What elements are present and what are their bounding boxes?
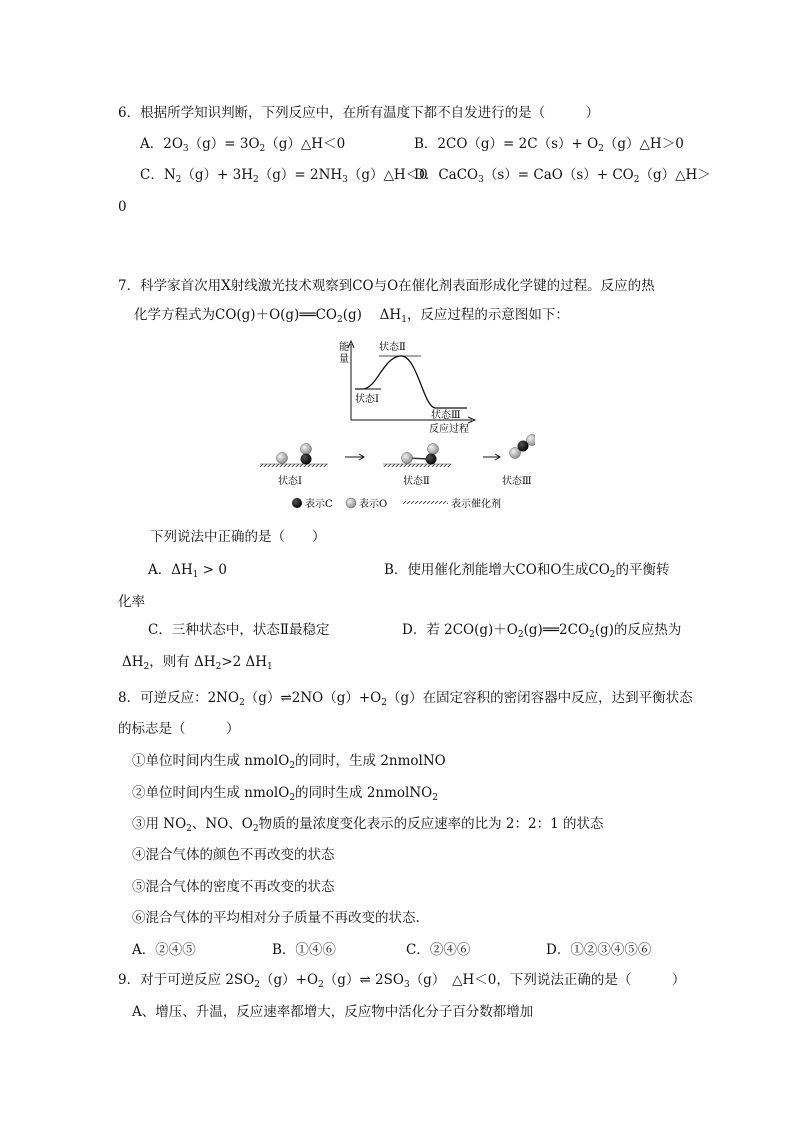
q7-option-c: C．三种状态中，状态Ⅱ最稳定 xyxy=(148,622,330,638)
legend-oxygen-icon xyxy=(346,498,356,508)
label-state-3-plot: 状态Ⅲ xyxy=(431,410,461,421)
q6-option-c: C．$N_2(g)+ 3H_2(g)=$ $2NH_3(g)\triangle H<0$ xyxy=(140,167,428,185)
label-state-2: 状态Ⅱ xyxy=(403,476,430,487)
legend-catalyst-icon xyxy=(402,501,448,504)
q7-stem-line2: 化学方程式为$CO(g)+O(g)══CO_2(g)$ $\Delta H_1$，反应过程的示意图如下： xyxy=(134,307,569,325)
q8-item-4: ④混合气体的颜色不再改变的状态 xyxy=(132,847,335,863)
q8-choice-d: D．①②③④⑤⑥ xyxy=(546,942,652,958)
q6-stem: 6．根据所学知识判断，下列反应中，在所有温度下都不自发进行的是（ ） xyxy=(118,105,600,121)
q7-option-d: D．若 $2CO(g)+O_2(g)══2CO_2(g)$的反应热为 xyxy=(402,622,682,640)
q6-option-b: B．$2CO(g)= 2C(s)+ O_2(g)\triangle H>0$ xyxy=(414,136,684,154)
q8-stem-line2: 的标志是（ ） xyxy=(118,721,240,737)
label-state-1-plot: 状态Ⅰ xyxy=(355,394,379,405)
q7-option-a: A．$\Delta H_1 > 0$ xyxy=(148,562,227,580)
label-state-2-plot: 状态Ⅱ xyxy=(379,342,406,353)
q9-option-a: A、增压、升温，反应速率都增大，反应物中活化分子百分数都增加 xyxy=(132,1004,534,1020)
q7-option-b-wrap: 化率 xyxy=(118,594,145,610)
x-label: 反应过程 xyxy=(429,424,469,435)
q7-prompt: 下列说法中正确的是（ ） xyxy=(150,529,326,545)
q8-item-5: ⑤混合气体的密度不再改变的状态 xyxy=(132,879,335,895)
y-label-1: 能 xyxy=(339,342,349,353)
label-state-3: 状态Ⅲ xyxy=(502,476,532,487)
legend xyxy=(292,497,501,510)
q8-stem-line1: 8．可逆反应：$2NO_2(g)\rightleftharpoons 2NO(g)+O_2(g)$在固定容积的密闭容器中反应，达到平衡状态 xyxy=(118,690,693,708)
y-label-2: 量 xyxy=(339,354,349,365)
legend-catalyst: 表示催化剂 xyxy=(451,499,501,510)
legend-oxygen: 表示O xyxy=(359,499,388,510)
label-state-1: 状态Ⅰ xyxy=(278,476,302,487)
q6-option-a: A．$2O_3(g)=$ $3O_2(g)\triangle H<0$ xyxy=(140,136,346,154)
q8-choice-b: B．①④⑥ xyxy=(272,942,336,958)
legend-carbon-icon xyxy=(292,498,302,508)
q8-item-6: ⑥混合气体的平均相对分子质量不再改变的状态. xyxy=(132,910,420,926)
q7-option-b: B．使用催化剂能增大CO和O生成$CO_2$的平衡转 xyxy=(384,562,670,580)
q9-stem: 9．对于可逆反应 $2SO_2(g)+O_2(g)\rightleftharpoons$ $2SO_3(g)$ △H＜0，下列说法正确的是（ ） xyxy=(118,972,686,990)
state-2-molecules xyxy=(383,444,451,488)
q8-item-3: ③用 $NO_2$、NO、$O_2$物质的量浓度变化表示的反应速率的比为 2：2：1 的状态 xyxy=(132,816,604,834)
state-3-molecules xyxy=(502,435,535,488)
q7-stem-line1: 7．科学家首次用X射线激光技术观察到CO与O在催化剂表面形成化学键的过程。反应的热 xyxy=(118,278,655,294)
q8-choice-c: C．②④⑥ xyxy=(406,942,471,958)
state-1-molecules xyxy=(260,444,328,488)
q6-option-d-wrap: 0 xyxy=(118,199,127,215)
q6-option-d: D．CaCO$_3$（s）= $CaO(s)+ CO_2(g)\triangle H>$ xyxy=(414,167,711,185)
energy-plot xyxy=(339,340,475,435)
q8-item-2: ②单位时间内生成 nmolO$_2$的同时生成 2nmolNO$_2$ xyxy=(132,785,438,803)
reaction-diagram xyxy=(255,336,535,520)
q8-choice-a: A．②④⑤ xyxy=(132,942,196,958)
legend-carbon: 表示C xyxy=(305,499,333,510)
q8-item-1: ①单位时间内生成 nmolO$_2$的同时，生成 2nmolNO xyxy=(132,753,446,771)
q7-option-d-wrap: $\Delta H_2$，则有 $\Delta H_2>2$ $\Delta H_1$ xyxy=(122,654,273,672)
